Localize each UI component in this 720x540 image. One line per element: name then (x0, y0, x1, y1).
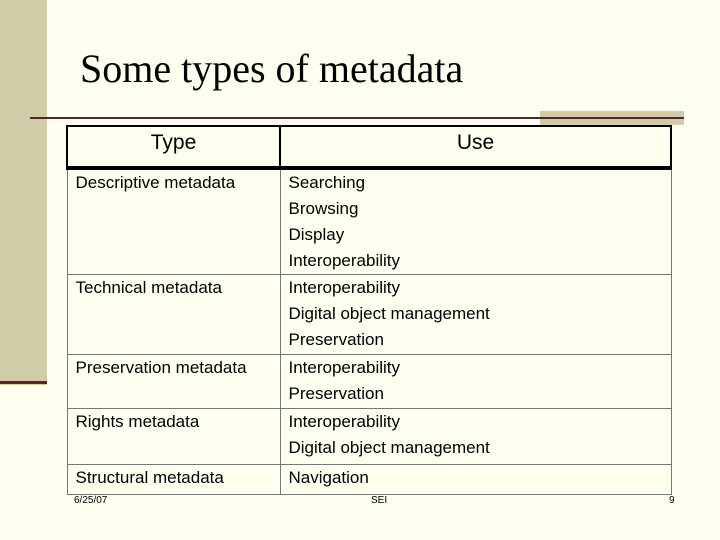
title-rule (30, 117, 684, 119)
type-cell: Descriptive metadata (67, 168, 280, 275)
table-row (67, 409, 671, 465)
slide-title: Some types of metadata (80, 46, 464, 91)
type-cell: Rights metadata (67, 409, 280, 465)
header-type: Type (67, 126, 280, 168)
left-accent-band (0, 0, 47, 385)
footer-date: 6/25/07 (74, 495, 108, 506)
use-cell (280, 465, 671, 495)
type-cell: Preservation metadata (67, 355, 280, 409)
use-cell (280, 355, 671, 409)
metadata-types-table (66, 125, 672, 495)
use-cell (280, 168, 671, 275)
table-row (67, 275, 671, 355)
use-cell (280, 275, 671, 355)
use-cell (280, 409, 671, 465)
table-row (67, 168, 671, 275)
use-item: Preservation (288, 330, 384, 349)
use-item: Display (288, 225, 345, 244)
page-number: 9 (669, 495, 675, 506)
use-item: Navigation (288, 468, 369, 487)
header-use: Use (280, 126, 671, 168)
use-item: Interoperability (288, 278, 401, 297)
table-row (67, 465, 671, 495)
use-item: Preservation (288, 384, 384, 403)
type-cell: Structural metadata (67, 465, 280, 495)
use-item: Searching (288, 173, 366, 192)
use-item: Interoperability (288, 251, 401, 270)
use-item: Interoperability (288, 358, 401, 377)
table-header-row (67, 126, 671, 168)
use-item: Digital object management (288, 304, 490, 323)
use-item: Interoperability (288, 412, 401, 431)
use-item: Digital object management (288, 438, 490, 457)
type-cell: Technical metadata (67, 275, 280, 355)
table-row (67, 355, 671, 409)
use-item: Browsing (288, 199, 359, 218)
left-accent-rule (0, 381, 47, 384)
footer-center-text: SEI (371, 495, 388, 506)
